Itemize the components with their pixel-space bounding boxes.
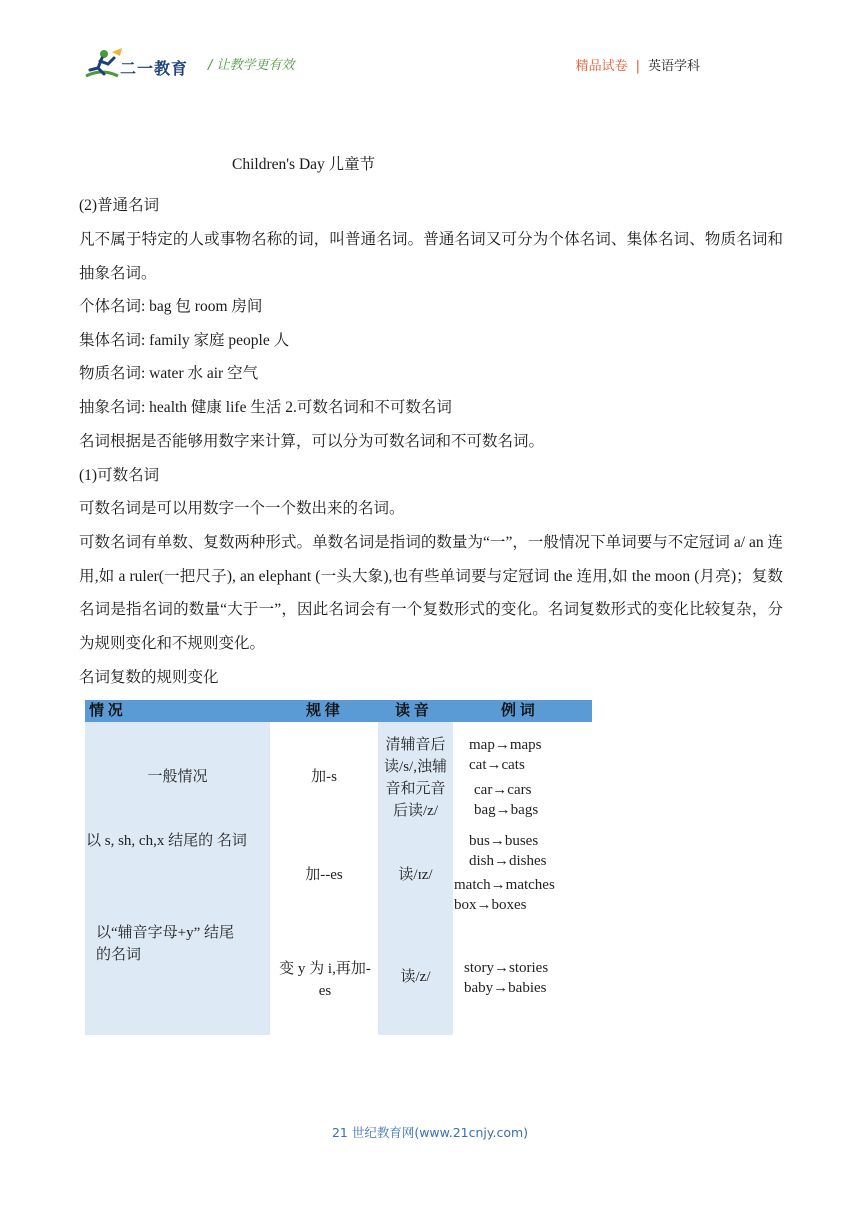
row1-sound-line: 清辅音后	[385, 737, 446, 753]
row1-example: car→cars	[474, 782, 532, 798]
paragraph-1: (2)普通名词	[79, 197, 160, 214]
row2-example: box→boxes	[454, 897, 527, 913]
row2-example: bus→buses	[469, 833, 539, 849]
row3-example: baby→babies	[464, 980, 547, 996]
row2-rule: 加--es	[305, 867, 343, 883]
row3-case	[96, 922, 234, 966]
row2-sound: 读/ɪz/	[398, 867, 433, 883]
header-example: 例 词	[501, 703, 535, 719]
row2-example: match→matches	[454, 877, 555, 893]
paragraph-3: 个体名词: bag 包 room 房间	[79, 298, 263, 315]
row3-case-line: 以“辅音字母+y” 结尾	[96, 925, 235, 941]
row1-case: 一般情况	[147, 769, 208, 785]
row1-rule: 加-s	[311, 769, 337, 785]
header-category: 精品试卷	[575, 59, 628, 74]
row1-example: bag→bags	[474, 802, 539, 818]
paragraph-4: 集体名词: family 家庭 people 人	[79, 332, 290, 349]
header-case: 情 况	[89, 703, 123, 719]
row3-example: story→stories	[464, 960, 549, 976]
header-slogan: / 让教学更有效	[208, 58, 295, 73]
paragraph-11: 名词复数的规则变化	[79, 669, 219, 686]
row1-example: cat→cats	[469, 757, 525, 773]
row1-sound	[378, 734, 453, 822]
row3-rule	[270, 958, 380, 1002]
header-subject: 英语学科	[647, 59, 700, 74]
paragraph-7: 名词根据是否能够用数字来计算，可以分为可数名词和不可数名词。	[79, 433, 545, 450]
row2-example: dish→dishes	[469, 853, 547, 869]
page-footer: 21 世纪教育网(www.21cnjy.com)	[331, 1125, 529, 1140]
row3-case-line: 的名词	[96, 947, 142, 963]
logo-text: 二一教育	[120, 59, 189, 78]
header-separator: |	[635, 59, 640, 74]
row1-sound-line: 后读/z/	[393, 803, 438, 819]
row1-sound-line: 读/s/,浊辅	[384, 759, 447, 775]
row1-sound-line: 音和元音	[385, 781, 446, 797]
row3-rule-line: es	[318, 983, 332, 999]
row3-sound: 读/z/	[400, 969, 431, 985]
header-rule: 规 律	[306, 703, 340, 719]
paragraph-5: 物质名词: water 水 air 空气	[79, 365, 259, 382]
paragraph-10: 可数名词有单数、复数两种形式。单数名词是指词的数量为“一”，一般情况下单词要与不定冠词 a/ an 连用,如 a ruler(一把尺子), an elephant (一头大象),也有些单词要与定冠词 the 连用,如 the moon (月亮)；复数名词是指名词的数量“大于一”，因此名词会有一个复数形式的变化。名词复数形式的变化比较复杂，分为规则变化和不规则变化。	[79, 534, 783, 652]
paragraph-9: 可数名词是可以用数字一个一个数出来的名词。	[79, 500, 405, 517]
paragraph-6: 抽象名词: health 健康 life 生活 2.可数名词和不可数名词	[79, 399, 452, 416]
row1-example: map→maps	[469, 737, 542, 753]
header-sound: 读 音	[395, 703, 429, 719]
paragraph-8: (1)可数名词	[79, 467, 160, 484]
row3-rule-line: 变 y 为 i,再加-	[279, 961, 371, 977]
table-header	[85, 700, 592, 722]
title-line: Children's Day 儿童节	[232, 156, 376, 173]
paragraph-2: 凡不属于特定的人或事物名称的词，叫普通名词。普通名词又可分为个体名词、集体名词、物质名词和抽象名词。	[79, 231, 783, 282]
row2-case: 以 s, sh, ch,x 结尾的 名词	[86, 833, 247, 849]
header-right	[576, 55, 700, 74]
